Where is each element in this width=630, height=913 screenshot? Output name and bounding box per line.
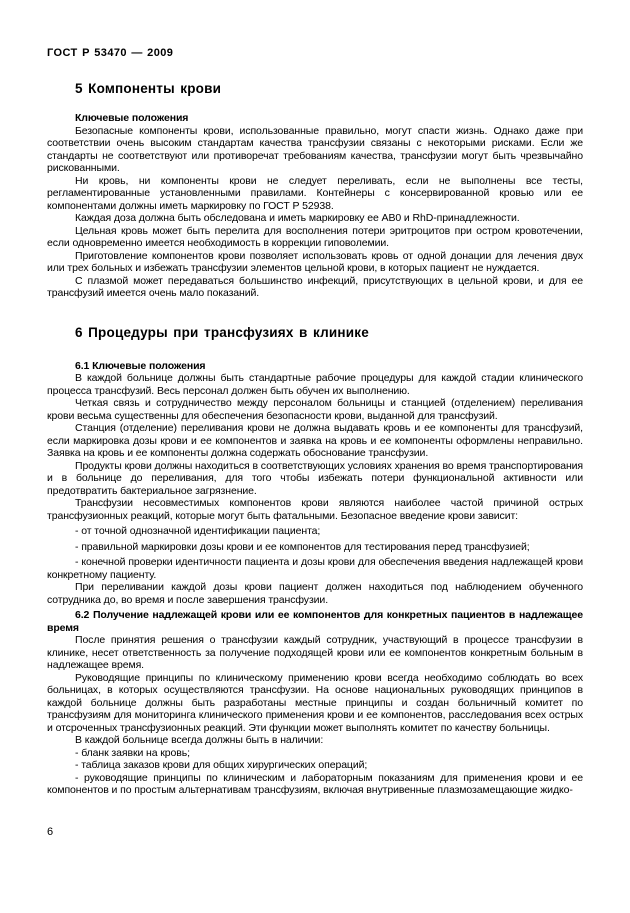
section-6-title: 6 Процедуры при трансфузиях в клинике [75,324,369,340]
paragraph: Цельная кровь может быть перелита для восполнения потери эритроцитов при остром кровотечении, если одновременно имеется необходимость в коррекции гиповолемии. [47,224,583,249]
paragraph: После принятия решения о трансфузии каждый сотрудник, участвующий в процессе трансфузии в клинике, несет ответственность за получение подходящей крови или ее компонентов конкретным больным в надлежащее время. [47,634,583,671]
list-item: - руководящие принципы по клиническим и лабораторным показаниям для применения крови и ее компонентов и по простым альтернативам трансфузиям, включая внутривенные плазмозамещающие жидко- [47,771,583,796]
section-5-title: 5 Компоненты крови [75,81,222,96]
paragraph: Безопасные компоненты крови, использованные правильно, могут спасти жизнь. Однако даже при соответствии очень высоким стандартам качества трансфузии связаны с некоторыми рисками. Если же стандарты не соответствуют или противоречат требованиям качества, трансфузии могут быть чрезвычайно рискованными. [47,124,583,174]
page-number: 6 [47,826,54,838]
list-item: - бланк заявки на кровь; [75,746,190,759]
paragraph: Четкая связь и сотрудничество между персоналом больницы и станцией (отделением) переливания крови весьма существенны для обеспечения безопасности крови, выданной для трансфузий. [47,397,583,422]
paragraph: Каждая доза должна быть обследована и иметь маркировку ее АВ0 и RhD-принадлежности. [75,212,520,224]
list-item: - правильной маркировки дозы крови и ее компонентов для тестирования перед трансфузией; [75,540,530,553]
doc-header: ГОСТ Р 53470 — 2009 [47,47,174,59]
section-6-1-heading: 6.1 Ключевые положения [75,359,206,372]
paragraph: Приготовление компонентов крови позволяет использовать кровь от одной донации для лечения двух или трех больных и избежать трансфузии элементов цельной крови, в которых пациент не нуждается. [47,249,583,274]
keynotes-heading: Ключевые положения [75,112,189,124]
paragraph: Руководящие принципы по клиническому применению крови всегда необходимо соблюдать во всех больницах, в которых осуществляются трансфузии. На основе национальных руководящих принципов в каждой больнице должны быть разработаны местные принципы и создан больничный комитет по трансфузиям для мониторинга клинического применения крови и ее компонентов, расследования всех острых и отсроченных трансфузионных реакций. Эти функции может выполнять комитет по качеству больницы. [47,671,583,734]
paragraph: Ни кровь, ни компоненты крови не следует переливать, если не выполнены все тесты, регламентированные установленными правилами. Контейнеры с консервированной кровью или ее компонентами должны иметь маркировку по ГОСТ Р 52938. [47,174,583,212]
paragraph: В каждой больнице должны быть стандартные рабочие процедуры для каждой стадии клинического процесса трансфузий. Весь персонал должен быть обучен их выполнению. [47,372,583,397]
paragraph: В каждой больнице всегда должны быть в наличии: [75,734,324,746]
section-6-2-heading: 6.2 Получение надлежащей крови или ее компонентов для конкретных пациентов в надлежащее время [47,609,583,634]
paragraph: При переливании каждой дозы крови пациент должен находиться под наблюдением обученного сотрудника до, во время и после завершения трансфузии. [47,581,583,606]
list-item: - таблица заказов крови для общих хирургических операций; [75,759,368,771]
paragraph: С плазмой может передаваться большинство инфекций, присутствующих в цельной крови, и для ее трансфузий имеется очень мало показаний. [47,274,583,299]
paragraph: Продукты крови должны находиться в соответствующих условиях хранения во время транспортирования и в больнице до переливания, для того чтобы избежать потери функциональной активности или предотвратить бактериальное загрязнение. [47,459,583,497]
paragraph: Станция (отделение) переливания крови не должна выдавать кровь и ее компоненты для трансфузий, если маркировка дозы крови и ее компонентов и заявка на кровь и ее компоненты оформлены неправильно. Заявка на кровь и ее компоненты должна содержать обоснование трансфузии. [47,422,583,459]
list-item: - конечной проверки идентичности пациента и дозы крови для обеспечения введения надлежащей крови конкретному пациенту. [47,556,583,581]
paragraph: Трансфузии несовместимых компонентов крови являются наиболее частой причиной острых трансфузионных реакций, которые могут быть фатальными. Безопасное введение крови зависит: [47,497,583,522]
list-item: - от точной однозначной идентификации пациента; [75,525,321,537]
